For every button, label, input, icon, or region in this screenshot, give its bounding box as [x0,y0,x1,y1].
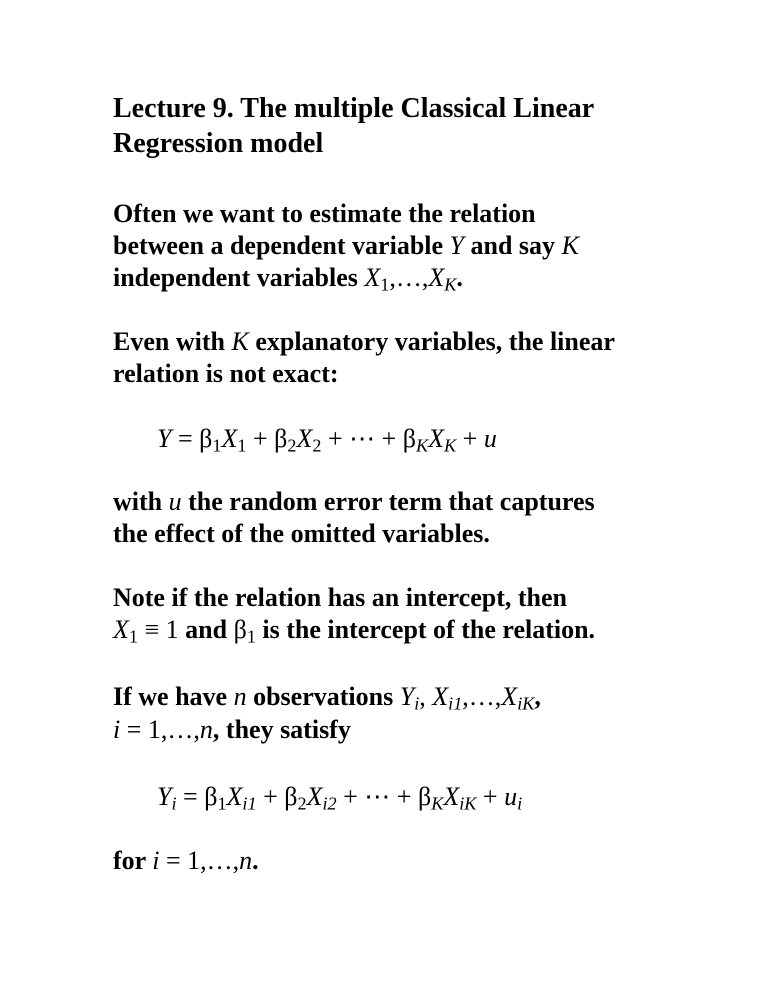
sub-1: 1 [380,274,390,295]
period: . [456,263,463,292]
p1-text-b: and say [464,231,562,260]
var-X: X [428,263,445,292]
p2-line-1 [113,325,615,359]
p3-text-a: with [113,487,169,516]
p6-line-1: for i = 1,…,n. [113,846,259,875]
p1-line-3 [113,261,463,295]
equation-2: $Y_i = \beta_1X_{i1} + \beta_2X_{i2}$ + ⋯ + $\beta_KX_{iK} + u_i$ [157,782,523,814]
p2-text-a: Even with [113,327,232,356]
var-Y: Y [449,231,465,260]
p1-line-2 [113,229,579,263]
p2-line-2: relation is not exact: [113,359,339,388]
p4-line-2: $X_1 \equiv 1$ and $\beta_1$ is the intercept of the relation. [113,615,596,647]
var-u: u [168,487,182,516]
p1-text-a: between a dependent variable [113,231,450,260]
p5-line-2: i = 1,…,n, they satisfy [113,715,351,744]
dots: ,…, [389,263,429,292]
lecture-title-line-2: Regression model [113,128,324,159]
p3-text-b: the random error term that captures [181,487,595,516]
p1-line-1: Often we want to estimate the relation [113,199,536,228]
p3-line-2: the effect of the omitted variables. [113,519,490,548]
var-K: K [231,327,249,356]
equation-1: $Y = \beta_1X_1 + \beta_2X_2$ + ⋯ + $\beta_KX_K + u$ [157,424,497,456]
p2-text-b: explanatory variables, the linear [248,327,615,356]
var-K: K [561,231,579,260]
sub-K: K [444,274,457,295]
p4-line-1: Note if the relation has an intercept, then [113,583,567,612]
lecture-title-line-1: Lecture 9. The multiple Classical Linear [113,93,595,124]
var-X: X [364,263,381,292]
p3-line-1 [113,485,595,519]
p5-line-1: If we have n observations $Y_i$, $X_{i1},\dots,X_{iK}$, [113,682,541,714]
p1-text-c: independent variables [113,263,365,292]
